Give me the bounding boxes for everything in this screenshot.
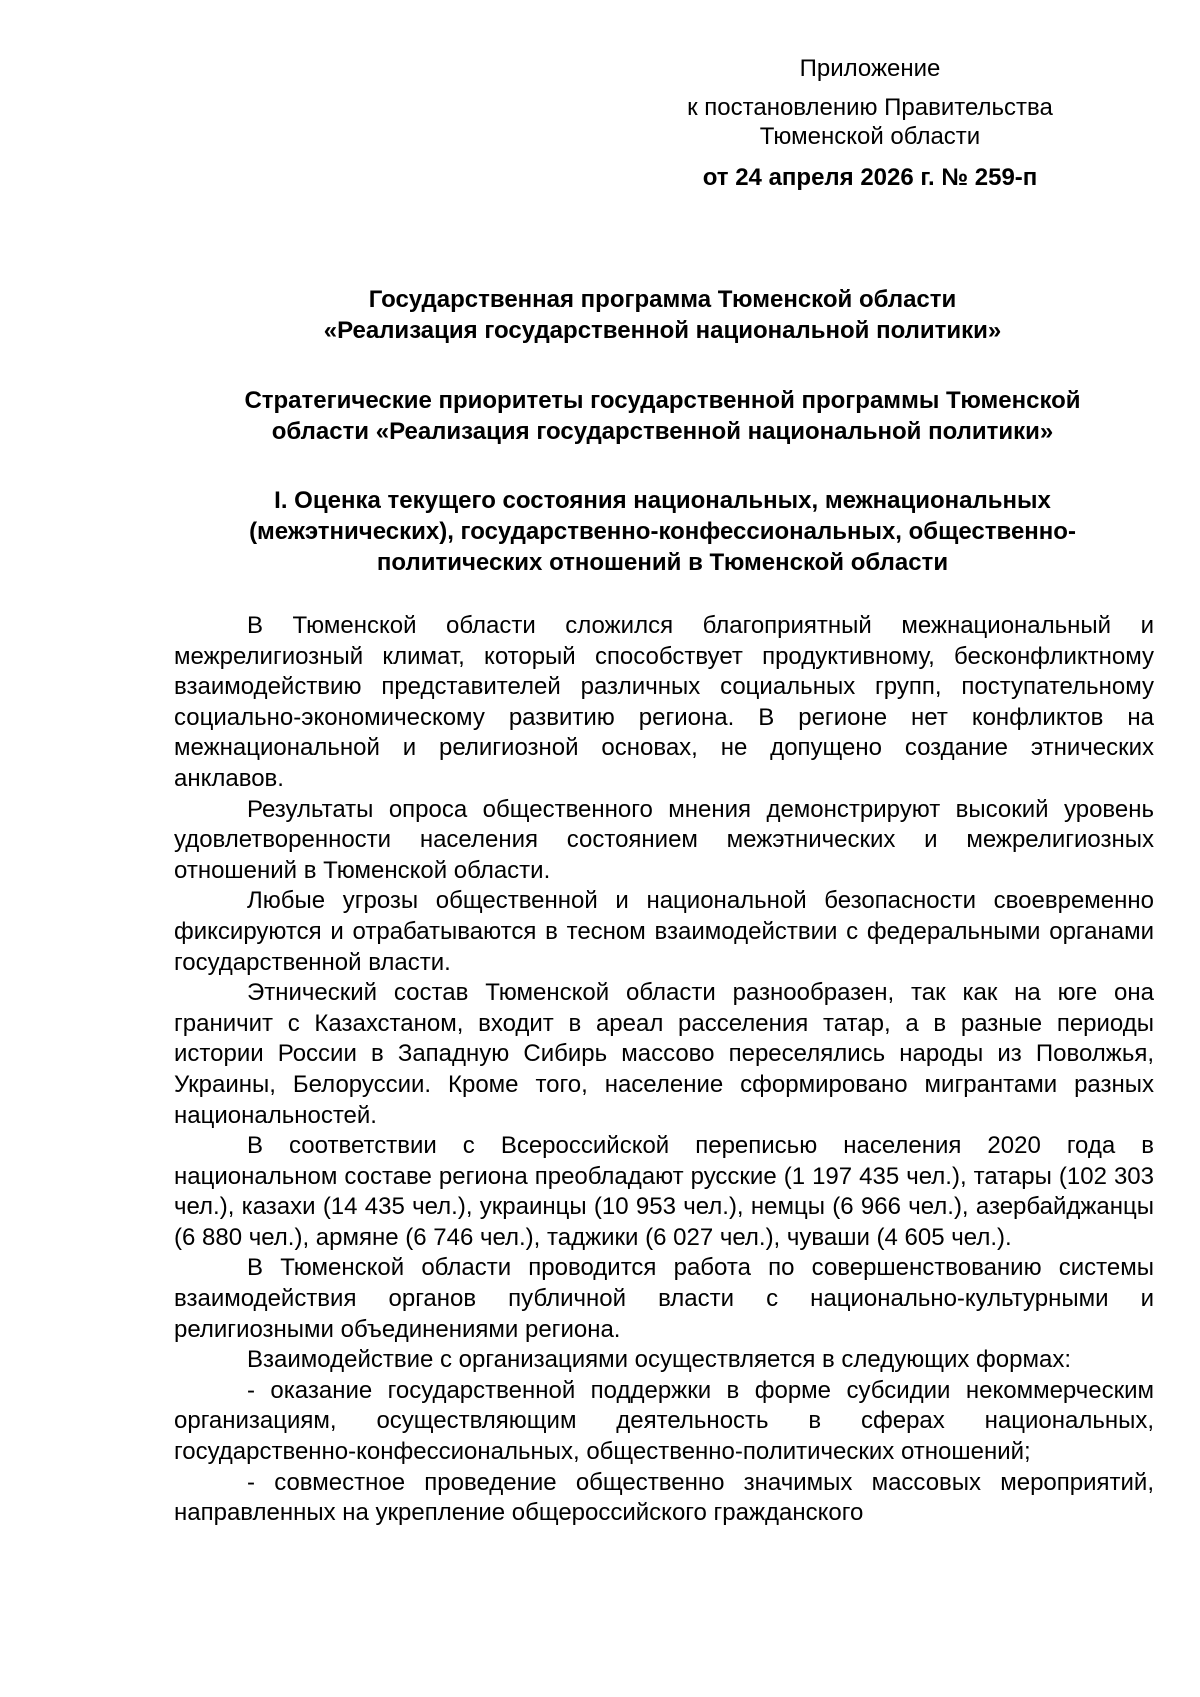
list-item: - оказание государственной поддержки в форме субсидии некоммерческим организациям, осуществляющим деятельность в сферах национальных, государственно-конфессиональных, общественно-политических отношений; <box>174 1376 1154 1466</box>
appendix-resolution-reference: к постановлению Правительства Тюменской области <box>687 94 1053 150</box>
priorities-title <box>160 385 1165 447</box>
list-item: - совместное проведение общественно значимых массовых мероприятий, направленных на укрепление общероссийского гражданского <box>174 1468 1154 1527</box>
paragraph: Взаимодействие с организациями осуществляется в следующих формах: <box>247 1346 1072 1374</box>
section-title-line-1: I. Оценка текущего состояния национальных, межнациональных <box>274 487 1051 514</box>
document-body <box>174 611 1154 1529</box>
paragraph: В Тюменской области сложился благоприятный межнациональный и межрелигиозный климат, который способствует продуктивному, бесконфликтному взаимодействию представителей различных социальных групп, поступательному социально-экономическому развитию региона. В регионе нет конфликтов на межнациональной и религиозной основах, не допущено создание этнических анклавов. <box>174 612 1154 792</box>
appendix-block <box>650 54 1090 192</box>
priorities-title-line-1: Стратегические приоритеты государственной программы Тюменской <box>244 387 1081 414</box>
program-title-line-2: «Реализация государственной национальной политики» <box>323 317 1002 344</box>
section-title <box>160 485 1165 578</box>
program-title-line-1: Государственная программа Тюменской области <box>368 286 957 313</box>
appendix-title: Приложение <box>799 55 941 82</box>
appendix-date-number: от 24 апреля 2026 г. № 259-п <box>702 164 1038 191</box>
paragraph: Результаты опроса общественного мнения демонстрируют высокий уровень удовлетворенности населения состоянием межэтнических и межрелигиозных отношений в Тюменской области. <box>174 795 1154 884</box>
paragraph: В соответствии с Всероссийской переписью населения 2020 года в национальном составе региона преобладают русские (1 197 435 чел.), татары (102 303 чел.), казахи (14 435 чел.), украинцы (10 953 чел.), немцы (6 966 чел.), азербайджанцы (6 880 чел.), армяне (6 746 чел.), таджики (6 027 чел.), чуваши (4 605 чел.). <box>174 1132 1154 1251</box>
program-title <box>160 284 1165 346</box>
priorities-title-line-2: области «Реализация государственной национальной политики» <box>271 418 1054 445</box>
paragraph: Этнический состав Тюменской области разнообразен, так как на юге она граничит с Казахстаном, входит в ареал расселения татар, а в разные периоды истории России в Западную Сибирь массово переселялись народы из Поволжья, Украины, Белоруссии. Кроме того, население сформировано мигрантами разных национальностей. <box>174 979 1154 1129</box>
paragraph: В Тюменской области проводится работа по совершенствованию системы взаимодействия органов публичной власти с национально-культурными и религиозными объединениями региона. <box>174 1254 1154 1343</box>
paragraph: Любые угрозы общественной и национальной безопасности своевременно фиксируются и отрабатываются в тесном взаимодействии с федеральными органами государственной власти. <box>174 887 1154 976</box>
section-title-line-3: политических отношений в Тюменской области <box>376 549 949 576</box>
section-title-line-2: (межэтнических), государственно-конфессиональных, общественно- <box>249 518 1076 545</box>
